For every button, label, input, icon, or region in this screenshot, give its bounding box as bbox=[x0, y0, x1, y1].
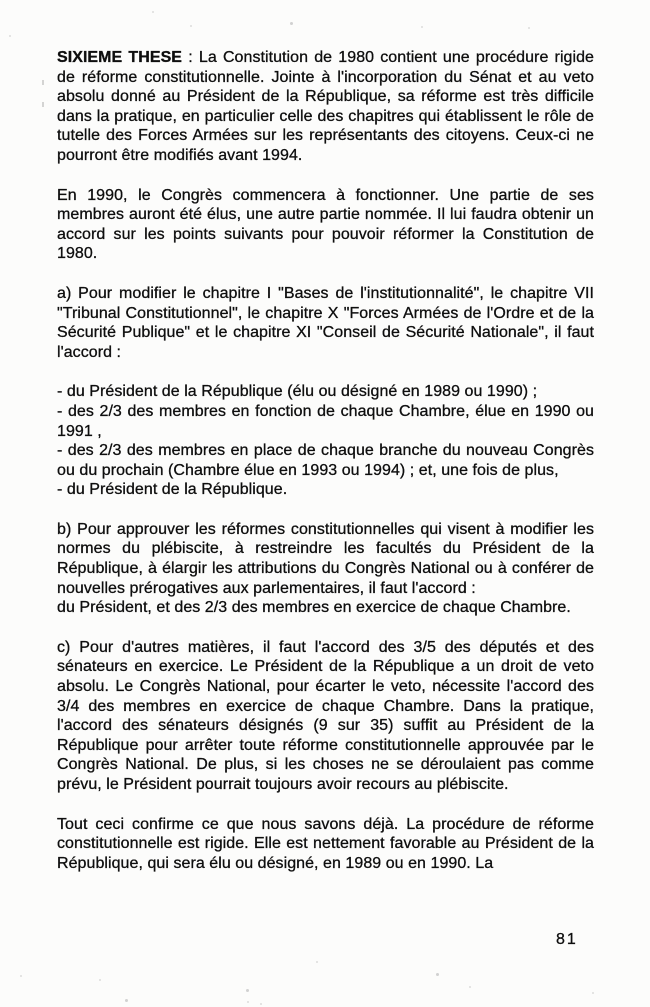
scan-speckle bbox=[528, 27, 530, 29]
paragraph-item-b-conclusion: du Président, et des 2/3 des membres en exercice de chaque Chambre. bbox=[57, 599, 571, 617]
scan-speckle bbox=[99, 979, 101, 981]
scan-speckle bbox=[290, 22, 293, 25]
scan-speckle bbox=[436, 973, 439, 976]
scan-speckle bbox=[42, 102, 44, 107]
list-item: - des 2/3 des membres en place de chaque branche du nouveau Congrès ou du prochain (Chambre élue en 1993 ou 1994) ; et, une fois de plus, bbox=[57, 442, 594, 479]
document-body bbox=[57, 48, 594, 893]
list-item: - du Président de la République. bbox=[57, 481, 288, 499]
thesis-body-text: : La Constitution de 1980 contient une procédure rigide de réforme constitutionnelle. Jointe à l'incorporation du Sénat et au veto absolu donné au Président de la République, sa réforme est très difficile dans la pratique, en particulier celle des chapitres qui établissent le rôle de tutelle des Forces Armées sur les représentants des citoyens. Ceux-ci ne pourront être modifiés avant 1994. bbox=[57, 49, 594, 164]
scan-speckle bbox=[316, 961, 318, 963]
scan-speckle bbox=[190, 25, 192, 27]
page-number: 81 bbox=[556, 931, 578, 948]
paragraph-item-c: c) Pour d'autres matières, il faut l'accord des 3/5 des députés et des sénateurs en exercice. Le Président de la République a un droit de veto absolu. Le Congrès National, pour écarter le veto, nécessite l'accord des 3/4 des membres en exercice de chaque Chambre. Dans la pratique, l'accord des sénateurs désignés (9 sur 35) suffit au Président de la République pour arrêter toute réforme constitutionnelle approuvée par le Congrès National. De plus, si les choses ne se déroulaient pas comme prévu, le Président pourrait toujours avoir recours au plébiscite. bbox=[57, 638, 594, 793]
scan-speckle bbox=[246, 989, 249, 992]
scan-speckle bbox=[9, 35, 11, 37]
paragraph-item-a: a) Pour modifier le chapitre I "Bases de l'institutionnalité", le chapitre VII "Tribunal Constitutionnel", le chapitre X "Forces Armées de l'Ordre et de la Sécurité Publique" et le chapitre XI "Conseil de Sécurité Nationale", il faut l'accord : bbox=[57, 284, 594, 361]
scan-speckle bbox=[592, 992, 594, 994]
paragraph-item-b: b) Pour approuver les réformes constitutionnelles qui visent à modifier les normes du plébiscite, à restreindre les facultés du Président de la République, à élargir les attributions du Congrès National ou à conférer de nouvelles prérogatives aux parlementaires, il faut l'accord : bbox=[57, 520, 594, 597]
thesis-paragraph bbox=[57, 48, 594, 166]
scan-speckle bbox=[20, 975, 22, 977]
accord-conditions-list bbox=[57, 382, 594, 500]
scan-speckle bbox=[125, 999, 128, 1002]
scan-speckle bbox=[152, 11, 154, 13]
scan-speckle bbox=[469, 986, 471, 988]
scan-speckle bbox=[42, 80, 44, 85]
paragraph-congress-1990: En 1990, le Congrès commencera à fonctionner. Une partie de ses membres auront été élus, une autre partie nommée. Il lui faudra obtenir un accord sur les points suivants pour pouvoir réformer la Constitution de 1980. bbox=[57, 186, 594, 263]
thesis-heading: SIXIEME THESE bbox=[57, 49, 183, 66]
scan-speckle bbox=[260, 1003, 262, 1005]
list-item: - du Président de la République (élu ou désigné en 1989 ou 1990) ; bbox=[57, 383, 538, 401]
paragraph-closing: Tout ceci confirme ce que nous savons déjà. La procédure de réforme constitutionnelle est rigide. Elle est nettement favorable au Président de la République, qui sera élu ou désigné, en 1989 ou en 1990. La bbox=[57, 815, 594, 872]
scan-speckle bbox=[421, 26, 423, 28]
list-item: - des 2/3 des membres en fonction de chaque Chambre, élue en 1990 ou 1991 , bbox=[57, 402, 594, 440]
scan-speckle bbox=[247, 1001, 249, 1003]
